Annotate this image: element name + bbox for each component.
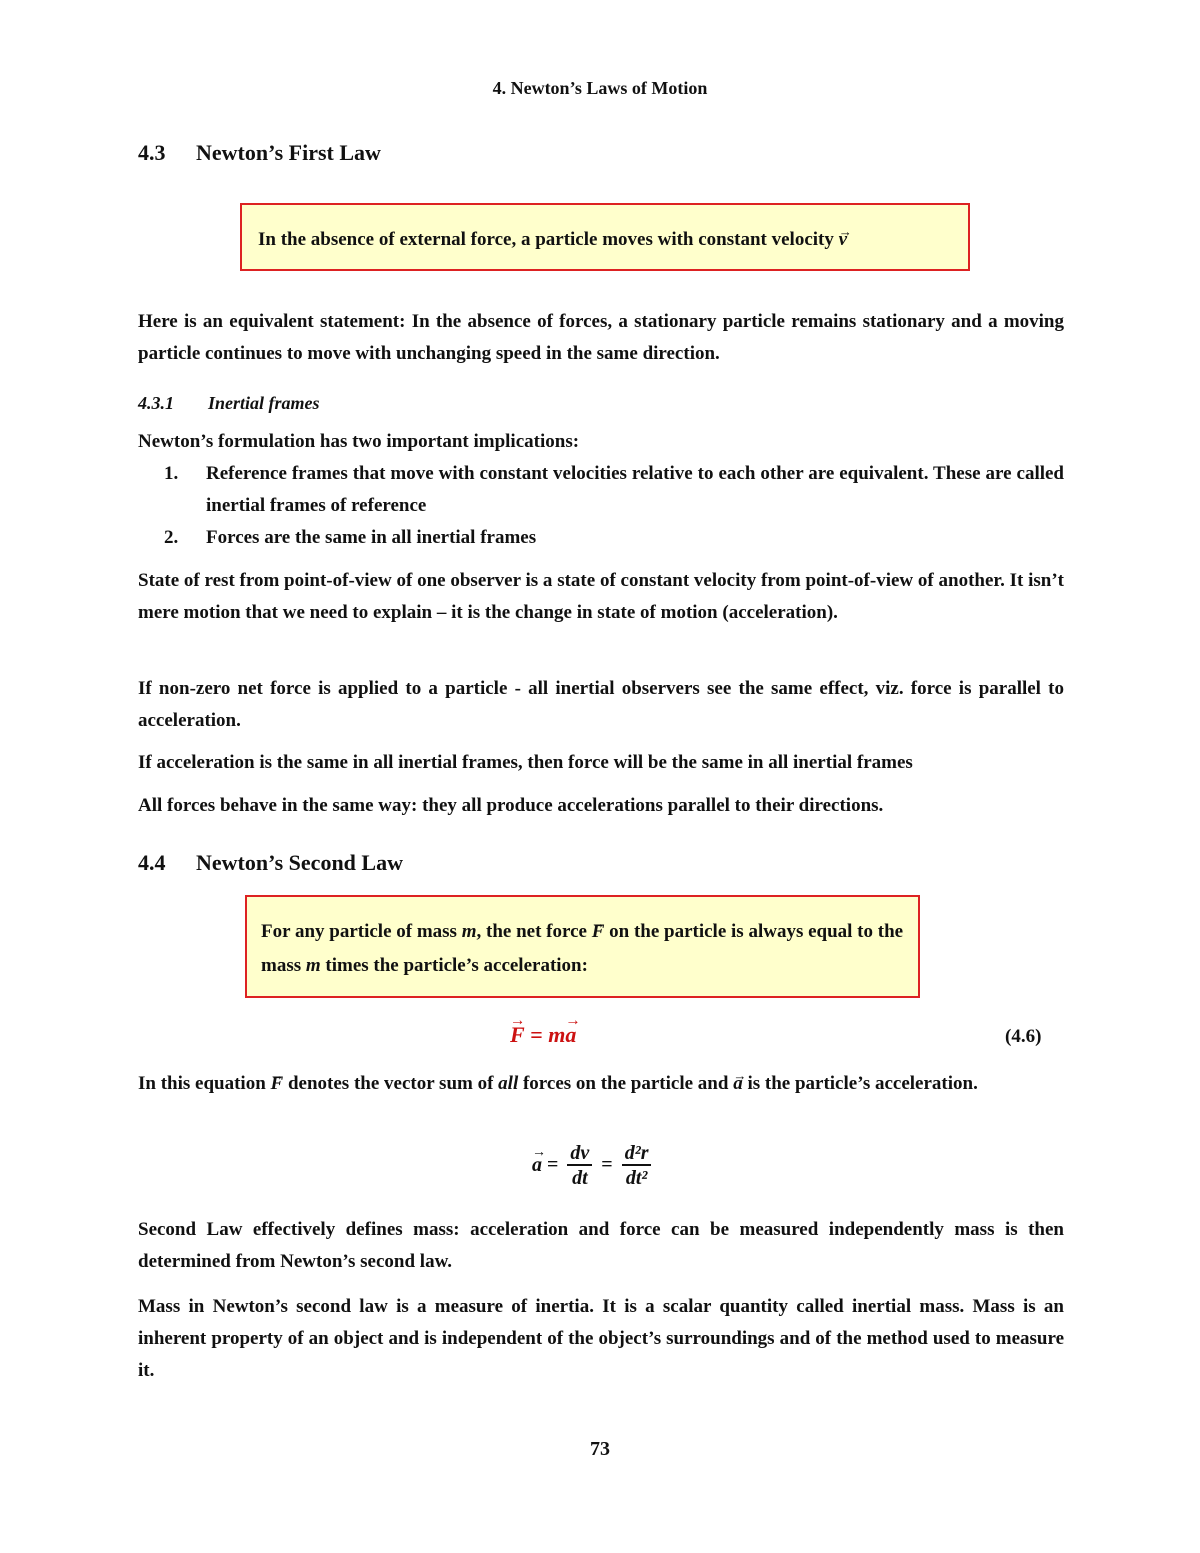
subsection-title: Inertial frames bbox=[208, 393, 320, 413]
mass-symbol: m bbox=[305, 955, 321, 976]
section-number: 4.3 bbox=[138, 140, 166, 165]
paragraph-equation: In this equation F → denotes the vector sum of all forces on the particle and a → is the particle’s acceleration. bbox=[138, 1068, 1064, 1100]
equation-4-6: F → = ma → bbox=[510, 1022, 576, 1048]
equation-number: (4.6) bbox=[1005, 1026, 1042, 1047]
running-head: 4. Newton’s Laws of Motion bbox=[492, 78, 708, 98]
paragraph-acceleration-same: If acceleration is the same in all inertial frames, then force will be the same in all inertial frames bbox=[138, 752, 913, 773]
fraction-dv-dt: $\frac{dv}{dt}$ bbox=[567, 1142, 592, 1190]
subsection-number: 4.3.1 bbox=[138, 393, 174, 413]
paragraph-inertial-mass: Mass in Newton’s second law is a measure of inertia. It is a scalar quantity called inertial mass. Mass is an inherent property of an object and is independent of the object’s surroundings and of the method used to measure it. bbox=[138, 1296, 1064, 1381]
first-law-statement bbox=[242, 205, 968, 257]
implications-list bbox=[138, 458, 1064, 554]
section-number: 4.4 bbox=[138, 850, 166, 875]
page-number: 73 bbox=[590, 1438, 610, 1460]
second-law-statement: For any particle of mass m, the net force F → on the particle is always equal to the mass m times the particle’s acceleration: bbox=[247, 897, 918, 983]
force-symbol: F → bbox=[592, 915, 605, 949]
paragraph-nonzero-force: If non-zero net force is applied to a particle - all inertial observers see the same effect, viz. force is parallel to acceleration. bbox=[138, 678, 1064, 731]
section-heading-4-3 bbox=[138, 140, 381, 166]
list-item: 1. Reference frames that move with constant velocities relative to each other are equivalent. These are called inertial frames of reference bbox=[164, 463, 1064, 516]
mass-symbol: m bbox=[461, 921, 477, 942]
section-heading-4-4 bbox=[138, 850, 403, 876]
acceleration-equation: a → = $\frac{dv}{dt}$ = $\frac{\text{d²r}}{\text{dt²}}$ bbox=[532, 1142, 655, 1190]
first-law-text: In the absence of external force, a particle moves with constant velocity bbox=[258, 229, 834, 250]
list-item: 2. Forces are the same in all inertial frames bbox=[164, 527, 537, 548]
acceleration-symbol: a → bbox=[733, 1068, 743, 1100]
velocity-symbol: v → bbox=[839, 223, 847, 257]
paragraph-state-of-rest: State of rest from point-of-view of one observer is a state of constant velocity from point-of-view of another. It isn’t mere motion that we need to explain – it is the change in state of motion (acceleration). bbox=[138, 570, 1064, 623]
section-title: Newton’s Second Law bbox=[196, 850, 403, 875]
paragraph-defines-mass: Second Law effectively defines mass: acceleration and force can be measured independently mass is then determined from Newton’s second law. bbox=[138, 1219, 1064, 1272]
first-law-box bbox=[240, 203, 970, 271]
section-title: Newton’s First Law bbox=[196, 140, 381, 165]
fraction-d2r-dt2: $\frac{\text{d²r}}{\text{dt²}}$ bbox=[622, 1142, 652, 1190]
paragraph-all-forces: All forces behave in the same way: they all produce accelerations parallel to their directions. bbox=[138, 795, 884, 816]
implications-intro: Newton’s formulation has two important implications: bbox=[138, 431, 580, 452]
subsection-heading-4-3-1 bbox=[138, 393, 320, 414]
second-law-box bbox=[245, 895, 920, 998]
force-symbol: F → bbox=[271, 1068, 284, 1100]
equivalent-statement: Here is an equivalent statement: In the absence of forces, a stationary particle remains stationary and a moving particle continues to move with unchanging speed in the same direction. bbox=[138, 311, 1064, 364]
